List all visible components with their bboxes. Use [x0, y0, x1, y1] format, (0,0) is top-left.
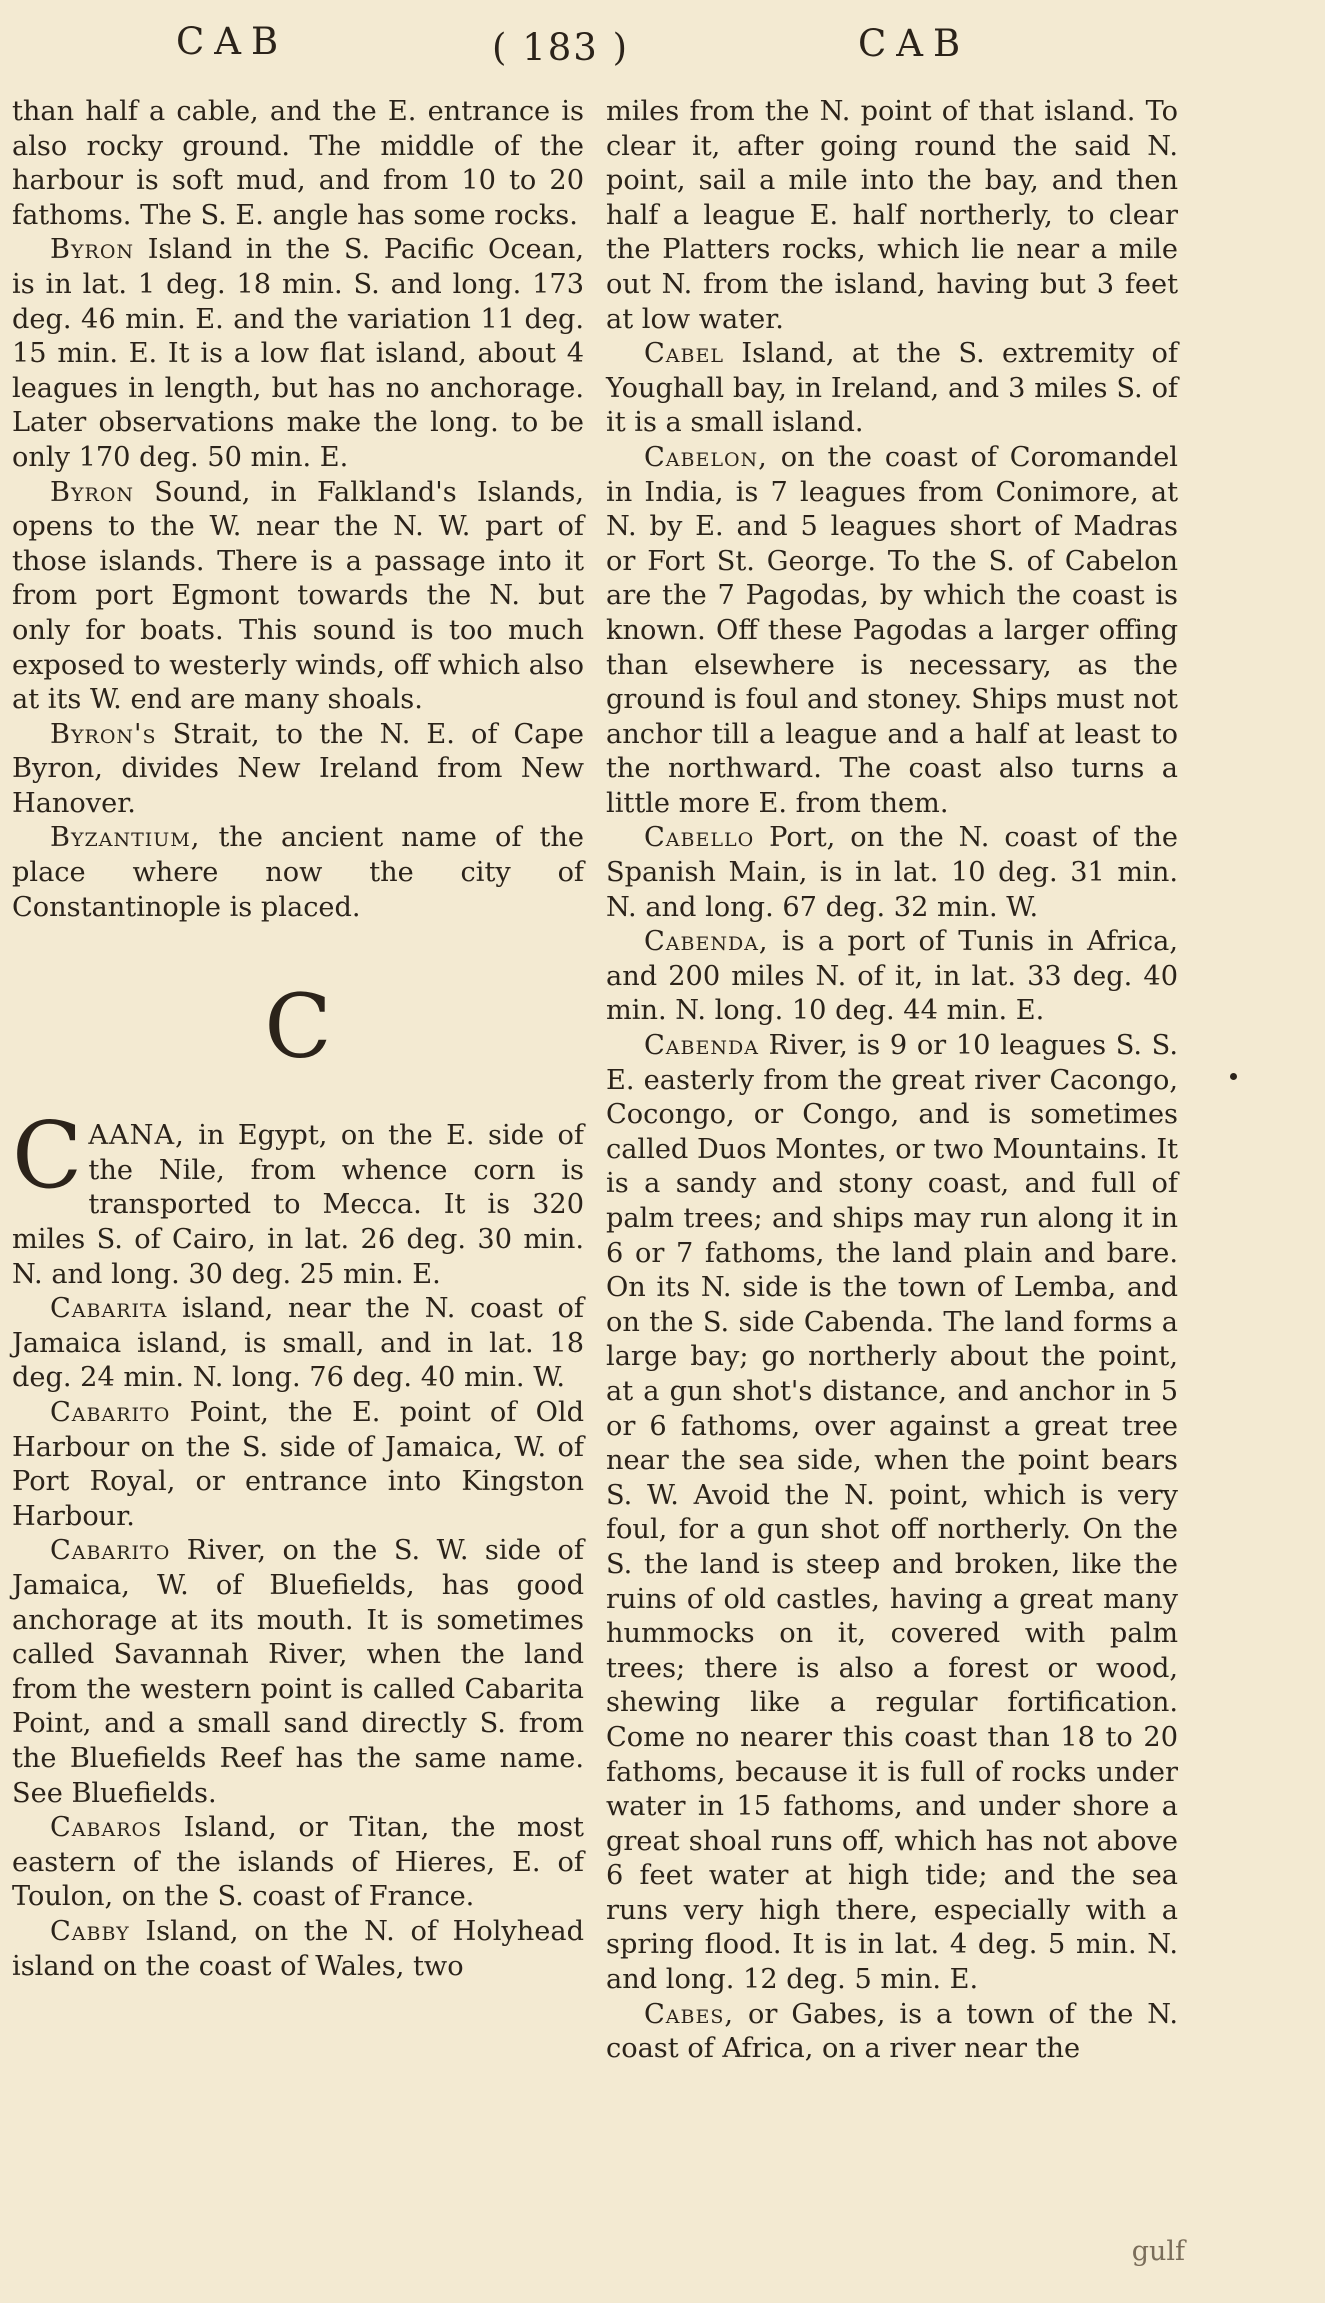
- entry-headword: Cabelon,: [644, 441, 768, 473]
- entry-text: the ancient name of the place where now the city of Constantinople is placed.: [12, 822, 584, 923]
- entry: [606, 821, 1178, 925]
- entry: [606, 441, 1178, 822]
- entry-text: Point, the E. point of Old Harbour on the S. side of Jamaica, W. of Port Royal, or entrance into Kingston Harbour.: [12, 1397, 584, 1532]
- entry-text: or Gabes, is a town of the N. coast of Africa, on a river near the: [606, 1998, 1178, 2065]
- entry: [12, 718, 584, 822]
- entry: [12, 1811, 584, 1915]
- entry-headword: Cabaros: [50, 1812, 163, 1844]
- running-header: [0, 20, 1325, 80]
- entry-text: island, near the N. coast of Jamaica island, is small, and in lat. 18 deg. 24 min. N. long. 76 deg. 40 min. W.: [12, 1293, 584, 1394]
- entry-text: is a port of Tunis in Africa, and 200 miles N. of it, in lat. 33 deg. 40 min. N. long. 10 deg. 44 min. E.: [606, 926, 1178, 1027]
- entry-headword: Cabarito: [50, 1397, 171, 1428]
- entry-text: in Egypt, on the E. side of the Nile, from whence corn is transported to Mecca. It is 320 miles S. of Cairo, in lat. 26 deg. 30 min. N. and long. 30 deg. 25 min. E.: [12, 1120, 584, 1290]
- entry: [12, 1915, 584, 1984]
- entry-text: River, on the S. W. side of Jamaica, W. of Bluefields, has good anchorage at its mouth. It is sometimes called Savannah River, when the land from the western point is called Cabarita Point, and a small sand directly S. from the Bluefields Reef has the same name. See Bluefields.: [12, 1535, 584, 1809]
- entry: [12, 1292, 584, 1396]
- entry-headword: Byron's: [50, 718, 157, 750]
- entry-text: Island, at the S. extremity of Youghall bay, in Ireland, and 3 miles S. of it is a small island.: [606, 338, 1178, 439]
- entry-headword: Cabarito: [50, 1535, 171, 1567]
- entry-headword: Cabel: [644, 338, 724, 370]
- entry: [12, 233, 584, 475]
- entry-headword: Byron: [50, 476, 135, 508]
- entry-headword: Cabenda: [644, 1030, 759, 1062]
- entry-text: Sound, in Falkland's Islands, opens to the W. near the N. W. part of those islands. There is a passage into it from port Egmont towards the N. but only for boats. This sound is too much exposed to westerly winds, off which also at its W. end are many shoals.: [12, 476, 584, 716]
- header-right: CAB: [858, 22, 971, 65]
- entry-text: on the coast of Coromandel in India, is 7 leagues from Conimore, at N. by E. and 5 leagues short of Madras or Fort St. George. To the S. of Cabelon are the 7 Pagodas, by which the coast is known. Off these Pagodas a larger offing than elsewhere is necessary, as the ground is foul and stoney. Ships must not anchor till a league and a half at least to the northward. The coast also turns a little more E. from them.: [606, 441, 1178, 819]
- entry-first: [12, 1102, 584, 1292]
- section-letter: C: [264, 975, 332, 1079]
- entry-headword: Cabes,: [644, 1998, 735, 2030]
- entry-headword: Cabby: [50, 1915, 130, 1947]
- catchword: gulf: [1131, 2236, 1185, 2267]
- entry: [606, 925, 1178, 1029]
- entry-headword: Cabello: [644, 822, 755, 854]
- entry: [12, 821, 584, 925]
- ink-speck: [1230, 1073, 1237, 1080]
- header-left: CAB: [176, 20, 289, 63]
- entry-text: Island, on the N. of Holyhead island on the coast of Wales, two: [12, 1915, 584, 1982]
- entry-headword: Cabenda,: [644, 926, 769, 958]
- entry-headword: AANA,: [88, 1120, 185, 1152]
- right-column: [606, 95, 1178, 2067]
- entry-headword: Byzantium,: [50, 822, 201, 854]
- entry: [12, 1396, 584, 1534]
- drop-cap: C: [12, 1102, 83, 1210]
- entry: [12, 1534, 584, 1811]
- entry-text: Island, or Titan, the most eastern of the islands of Hieres, E. of Toulon, on the S. coast of France.: [12, 1812, 584, 1913]
- entry: [12, 476, 584, 718]
- page-number: ( 183 ): [492, 26, 630, 69]
- entry-headword: Cabarita: [50, 1293, 168, 1325]
- entry: [606, 1029, 1178, 1998]
- entry-headword: Byron: [50, 234, 135, 266]
- entry-text: Port, on the N. coast of the Spanish Main, is in lat. 10 deg. 31 min. N. and long. 67 deg. 32 min. W.: [606, 822, 1178, 923]
- entry-text: Strait, to the N. E. of Cape Byron, divides New Ireland from New Hanover.: [12, 718, 584, 819]
- continuation-text: than half a cable, and the E. entrance is also rocky ground. The middle of the harbour is soft mud, and from 10 to 20 fathoms. The S. E. angle has some rocks.: [12, 96, 584, 231]
- continuation-text: miles from the N. point of that island. To clear it, after going round the said N. point, sail a mile into the bay, and then half a league E. half northerly, to clear the Platters rocks, which lie near a mile out N. from the island, having but 3 feet at low water.: [606, 96, 1178, 335]
- entry: [606, 1998, 1178, 2067]
- entry-text: River, is 9 or 10 leagues S. S. E. easterly from the great river Cacongo, Cocongo, or Congo, and is sometimes called Duos Montes, or two Mountains. It is a sandy and stony coast, and full of palm trees; and ships may run along it in 6 or 7 fathoms, the land plain and bare. On its N. side is the town of Lemba, and on the S. side Cabenda. The land forms a large bay; go northerly about the point, at a gun shot's distance, and anchor in 5 or 6 fathoms, over against a great tree near the sea side, when the point bears S. W. Avoid the N. point, which is very foul, for a gun shot off northerly. On the S. the land is steep and broken, like the ruins of old castles, having a great many hummocks on it, covered with palm trees; there is also a forest or wood, shewing like a regular fortification. Come no nearer this coast than 18 to 20 fathoms, because it is full of rocks under water in 15 fathoms, and under shore a great shoal runs off, which has not above 6 feet water at high tide; and the sea runs very high there, especially with a spring flood. It is in lat. 4 deg. 5 min. N. and long. 12 deg. 5 min. E.: [606, 1030, 1178, 1996]
- entry: [606, 337, 1178, 441]
- entry-text: Island in the S. Pacific Ocean, is in lat. 1 deg. 18 min. S. and long. 173 deg. 46 min. E. and the variation 11 deg. 15 min. E. It is a low flat island, about 4 leagues in length, but has no anchorage. Later observations make the long. to be only 170 deg. 50 min. E.: [12, 234, 584, 473]
- left-column: [12, 95, 584, 1984]
